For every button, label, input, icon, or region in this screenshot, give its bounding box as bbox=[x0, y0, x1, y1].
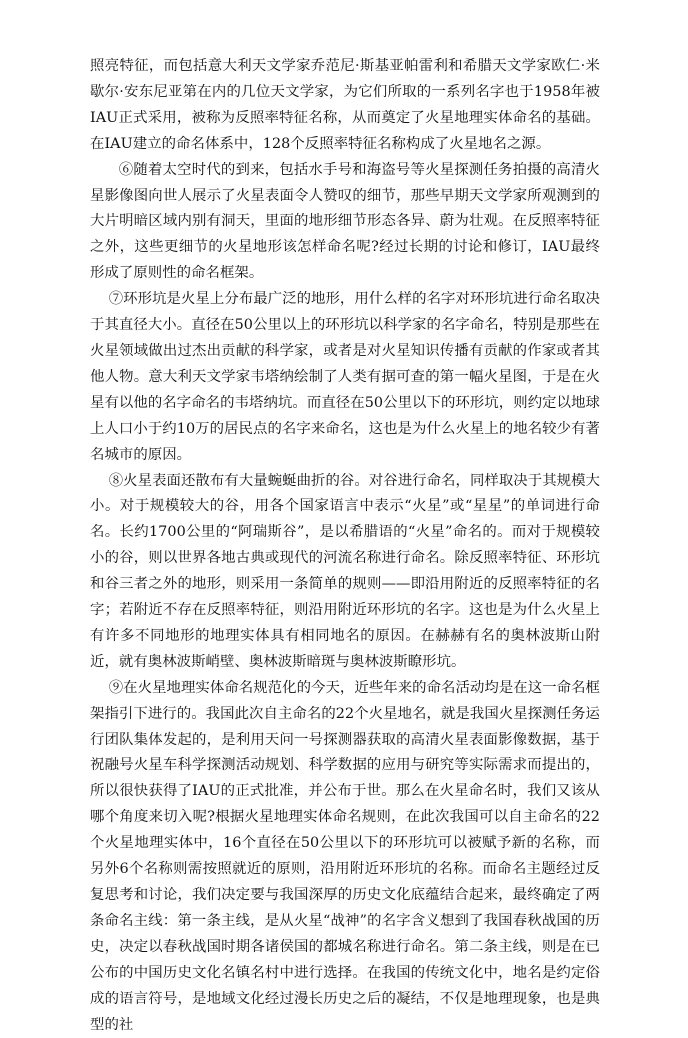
paragraph-6: ⑥随着太空时代的到来，包括水手号和海盗号等火星探测任务拍摄的高清火星影像图向世人展示了火星表面令人赞叹的细节，那些早期天文学家所观测到的大片明暗区域内别有洞天，里面的地形细节形态各异、蔚为壮观。在反照率特征之外，这些更细节的火星地形该怎样命名呢?经过长期的讨论和修订，IAU最终形成了原则性的命名框架。 bbox=[90, 161, 600, 282]
article-body bbox=[90, 54, 600, 1038]
paragraph-8: ⑧火星表面还散布有大量蜿蜒曲折的谷。对谷进行命名，同样取决于其规模大小。对于规模较大的谷，用各个国家语言中表示“火星”或“星星”的单词进行命名。长约1700公里的“阿瑞斯谷”，是以希腊语的“火星”命名的。而对于规模较小的谷，则以世界各地古典或现代的河流名称进行命名。除反照率特征、环形坑和谷三者之外的地形，则采用一条简单的规则——即沿用附近的反照率特征的名字；若附近不存在反照率特征，则沿用附近环形坑的名字。这也是为什么火星上有许多不同地形的地理实体具有相同地名的原因。在赫赫有名的奥林波斯山附近，就有奥林波斯峭壁、奥林波斯暗斑与奥林波斯瞭形坑。 bbox=[90, 472, 600, 670]
paragraph-continued: 照亮特征，而包括意大利天文学家乔范尼·斯基亚帕雷利和希腊天文学家欧仁·米歇尔·安东尼亚第在内的几位天文学家，为它们所取的一系列名字也于1958年被IAU正式采用，被称为反照率特征名称，从而奠定了火星地理实体命名的基础。在IAU建立的命名体系中，128个反照率特征名称构成了火星地名之源。 bbox=[90, 58, 600, 152]
paragraph-9: ⑨在火星地理实体命名规范化的今天，近些年来的命名活动均是在这一命名框架指引下进行的。我国此次自主命名的22个火星地名，就是我国火星探测任务运行团队集体发起的，是利用天问一号探测器获取的高清火星表面影像数据，基于祝融号火星车科学探测活动规划、科学数据的应用与研究等实际需求而提出的，所以很快获得了IAU的正式批准，并公布于世。那么在火星命名时，我们又该从哪个角度来切入呢?根据火星地理实体命名规则，在此次我国可以自主命名的22个火星地理实体中，16个直径在50公里以下的环形坑可以被赋予新的名称，而另外6个名称则需按照就近的原则，沿用附近环形坑的名称。而命名主题经过反复思考和讨论，我们决定要与我国深厚的历史文化底蕴结合起来，最终确定了两条命名主线：第一条主线，是从火星“战神”的名字含义想到了我国春秋战国的历史，决定以春秋战国时期各诸侯国的都城名称进行命名。第二条主线，则是在已公布的中国历史文化名镇名村中进行选择。在我国的传统文化中，地名是约定俗成的语言符号，是地域文化经过漫长历史之后的凝结，不仅是地理现象，也是典型的社 bbox=[90, 679, 600, 1033]
paragraph-7: ⑦环形坑是火星上分布最广泛的地形，用什么样的名字对环形坑进行命名取决于其直径大小。直径在50公里以上的环形坑以科学家的名字命名，特别是那些在火星领域做出过杰出贡献的科学家，或者是对火星知识传播有贡献的作家或者其他人物。意大利天文学家韦塔纳绘制了人类有据可查的第一幅火星图，于是在火星有以他的名字命名的韦塔纳坑。而直径在50公里以下的环形坑，则约定以地球上人口小于约10万的居民点的名字来命名，这也是为什么火星上的地名较少有著名城市的原因。 bbox=[90, 291, 600, 463]
